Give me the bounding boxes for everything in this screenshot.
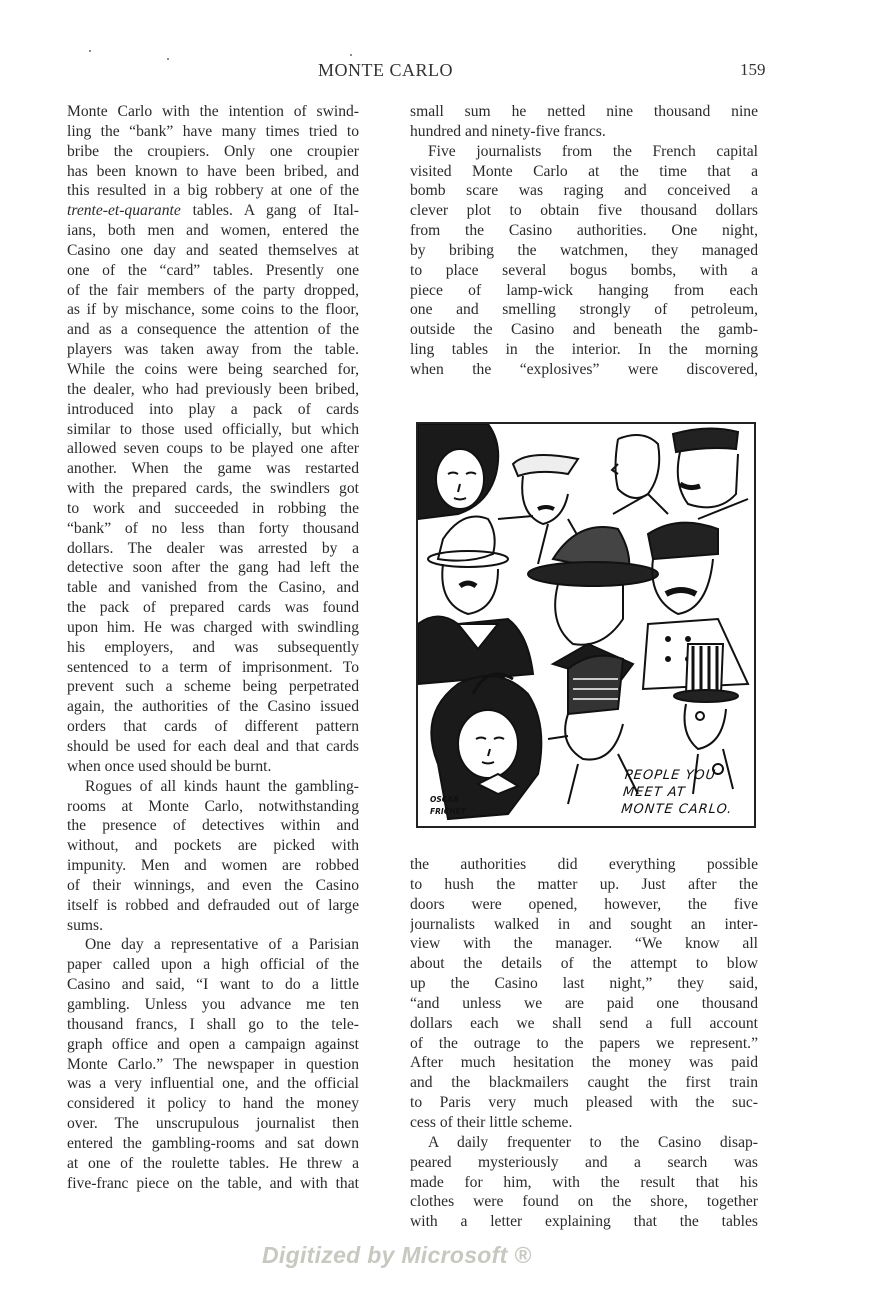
text-line: of their winnings, and even the Casino	[67, 876, 359, 894]
text-line: five-franc piece on the table, and with that	[67, 1174, 359, 1192]
text-line: small sum he netted nine thousand nine	[410, 103, 758, 120]
text-line: this resulted in a big robbery at one of the	[67, 182, 359, 200]
caption-line: MEET AT	[622, 785, 687, 800]
text-line: impunity. Men and women are robbed	[67, 857, 359, 875]
running-header	[0, 60, 896, 84]
text-line: visited Monte Carlo at the time that a	[410, 162, 758, 180]
text-line: Monte Carlo.” The newspaper in question	[67, 1055, 359, 1073]
page-number: 159	[740, 60, 766, 79]
text-line: the authorities did everything possible	[410, 856, 758, 873]
text-line: Rogues of all kinds haunt the gambling-	[85, 777, 359, 795]
text-line: has been known to have been bribed, and	[67, 162, 359, 180]
text-line: the presence of detectives within and	[67, 817, 359, 835]
text-line: clothes were found on the shore, together	[410, 1193, 758, 1211]
text-line: sentenced to a term of imprisonment. To	[67, 658, 359, 676]
text-line: paper called upon a high official of the	[67, 956, 359, 974]
text-line: by bribing the watchmen, they managed	[410, 241, 758, 259]
text-line: with a letter explaining that the tables	[410, 1213, 758, 1231]
text-line: sums.	[67, 916, 103, 934]
text-line: Monte Carlo with the intention of swind-	[67, 103, 359, 120]
text-line: players was taken away from the table.	[67, 341, 359, 359]
text-line: doors were opened, however, the five	[410, 895, 758, 913]
text-fragment: tables. A gang of Ital-	[180, 202, 359, 220]
text-line: about the details of the attempt to blow	[410, 955, 758, 973]
text-line: hundred and ninety-five francs.	[410, 122, 606, 140]
text-line: introduced into play a pack of cards	[67, 400, 359, 418]
text-line: Five journalists from the French capital	[428, 142, 758, 160]
illustration-caption	[620, 767, 737, 818]
scan-speck	[89, 50, 91, 52]
text-line: While the coins were being searched for,	[67, 360, 359, 378]
text-line: another. When the game was restarted	[67, 460, 359, 478]
text-line: bribe the croupiers. Only one croupier	[67, 142, 359, 160]
text-line: to work and succeeded in robbing the	[67, 499, 359, 517]
text-line: ling the “bank” have many times tried to	[67, 122, 359, 140]
artist-signature	[430, 794, 466, 818]
text-line: upon him. He was charged with swindling	[67, 618, 359, 636]
text-line: After much hesitation the money was paid	[410, 1054, 758, 1072]
text-line: to hush the matter up. Just after the	[410, 875, 758, 893]
text-line: “bank” of no less than forty thousand	[67, 519, 359, 537]
text-line: of the outrage to the papers we represent.”	[410, 1034, 758, 1052]
text-line: from the Casino authorities. One night,	[410, 222, 758, 240]
text-line: view with the manager. “We know all	[410, 935, 758, 953]
text-line: allowed seven coups to be played one after	[67, 440, 359, 458]
text-line: with the prepared cards, the swindlers got	[67, 480, 359, 498]
right-column-top	[410, 102, 758, 380]
text-line: made for him, with the result that his	[410, 1173, 758, 1191]
digitization-watermark: Digitized by Microsoft ®	[262, 1242, 532, 1268]
text-line: table and vanished from the Casino, and	[67, 579, 359, 597]
text-line: considered it policy to hand the money	[67, 1095, 359, 1113]
text-line: should be used for each deal and that cards	[67, 738, 359, 755]
signature-line: FRICHET	[430, 807, 466, 816]
text-line: up the Casino last night,” they said,	[410, 975, 758, 993]
text-line: at one of the roulette tables. He threw a	[67, 1154, 359, 1172]
text-line: when once used should be burnt.	[67, 757, 272, 775]
text-line: cess of their little scheme.	[410, 1113, 573, 1131]
text-line: dollars. The dealer was arrested by a	[67, 539, 359, 557]
text-line: rooms at Monte Carlo, notwithstanding	[67, 797, 359, 815]
text-line: A daily frequenter to the Casino disap-	[428, 1133, 758, 1151]
text-line: “and unless we are paid one thousand	[410, 994, 758, 1012]
text-line: over. The unscrupulous journalist then	[67, 1115, 359, 1133]
text-line: entered the gambling-rooms and sat down	[67, 1134, 359, 1152]
text-line: orders that cards of different pattern	[67, 718, 359, 736]
text-line: without, and pockets are picked with	[67, 837, 359, 855]
italic-game-name: trente-et-quarante	[67, 202, 181, 220]
caption-line: PEOPLE YOU	[623, 768, 717, 783]
right-column-bottom	[410, 855, 758, 1232]
text-line: thousand francs, I shall go to the tele-	[67, 1015, 359, 1033]
text-line: to place several bogus bombs, with a	[410, 261, 758, 279]
signature-line: OSCAR	[430, 795, 459, 804]
text-line: and as a consequence the attention of the	[67, 321, 359, 339]
text-line	[67, 201, 359, 221]
text-line: as if by mischance, some coins to the floor,	[67, 301, 359, 319]
text-line: journalists walked in and sought an inter-	[410, 915, 758, 933]
text-line: again, the authorities of the Casino issued	[67, 698, 359, 716]
text-line: detective soon after the gang had left the	[67, 559, 359, 577]
text-line: to Paris very much pleased with the suc-	[410, 1094, 758, 1112]
text-line: was a very influential one, and the official	[67, 1075, 359, 1093]
text-line: clever plot to obtain five thousand dollars	[410, 202, 758, 220]
text-line: his employers, and was subsequently	[67, 638, 359, 656]
scan-speck	[350, 54, 352, 56]
text-line: itself is robbed and defrauded out of large	[67, 896, 359, 914]
text-line: Casino and said, “I want to do a little	[67, 976, 359, 994]
text-line: of the fair members of the party dropped,	[67, 281, 359, 299]
text-line: ians, both men and women, entered the	[67, 222, 359, 240]
text-line: and the blackmailers caught the first train	[410, 1074, 758, 1092]
text-line: the dealer, who had previously been bribed,	[67, 380, 359, 398]
text-line: prevent such a scheme being perpetrated	[67, 678, 359, 696]
caricature-illustration	[416, 422, 756, 828]
text-line: when the “explosives” were discovered,	[410, 360, 758, 378]
text-line: outside the Casino and beneath the gamb-	[410, 321, 758, 339]
caption-line: MONTE CARLO.	[620, 802, 734, 817]
text-line: Casino one day and seated themselves at	[67, 241, 359, 259]
text-line: piece of lamp-wick hanging from each	[410, 281, 758, 299]
text-line: graph office and open a campaign against	[67, 1035, 359, 1053]
running-title: MONTE CARLO	[318, 60, 453, 80]
text-line: One day a representative of a Parisian	[85, 936, 359, 954]
text-line: peared mysteriously and a search was	[410, 1153, 758, 1171]
text-line: bomb scare was raging and conceived a	[410, 182, 758, 200]
text-line: gambling. Unless you advance me ten	[67, 995, 359, 1013]
left-column	[67, 102, 359, 1193]
text-line: one and smelling strongly of petroleum,	[410, 301, 758, 319]
text-line: one of the “card” tables. Presently one	[67, 261, 359, 279]
caricatures-drawing-icon	[418, 424, 754, 826]
text-line: dollars each we shall send a full account	[410, 1014, 758, 1032]
text-line: similar to those used officially, but which	[67, 420, 359, 438]
text-line: ling tables in the interior. In the morning	[410, 341, 758, 359]
text-line: the pack of prepared cards was found	[67, 599, 359, 617]
